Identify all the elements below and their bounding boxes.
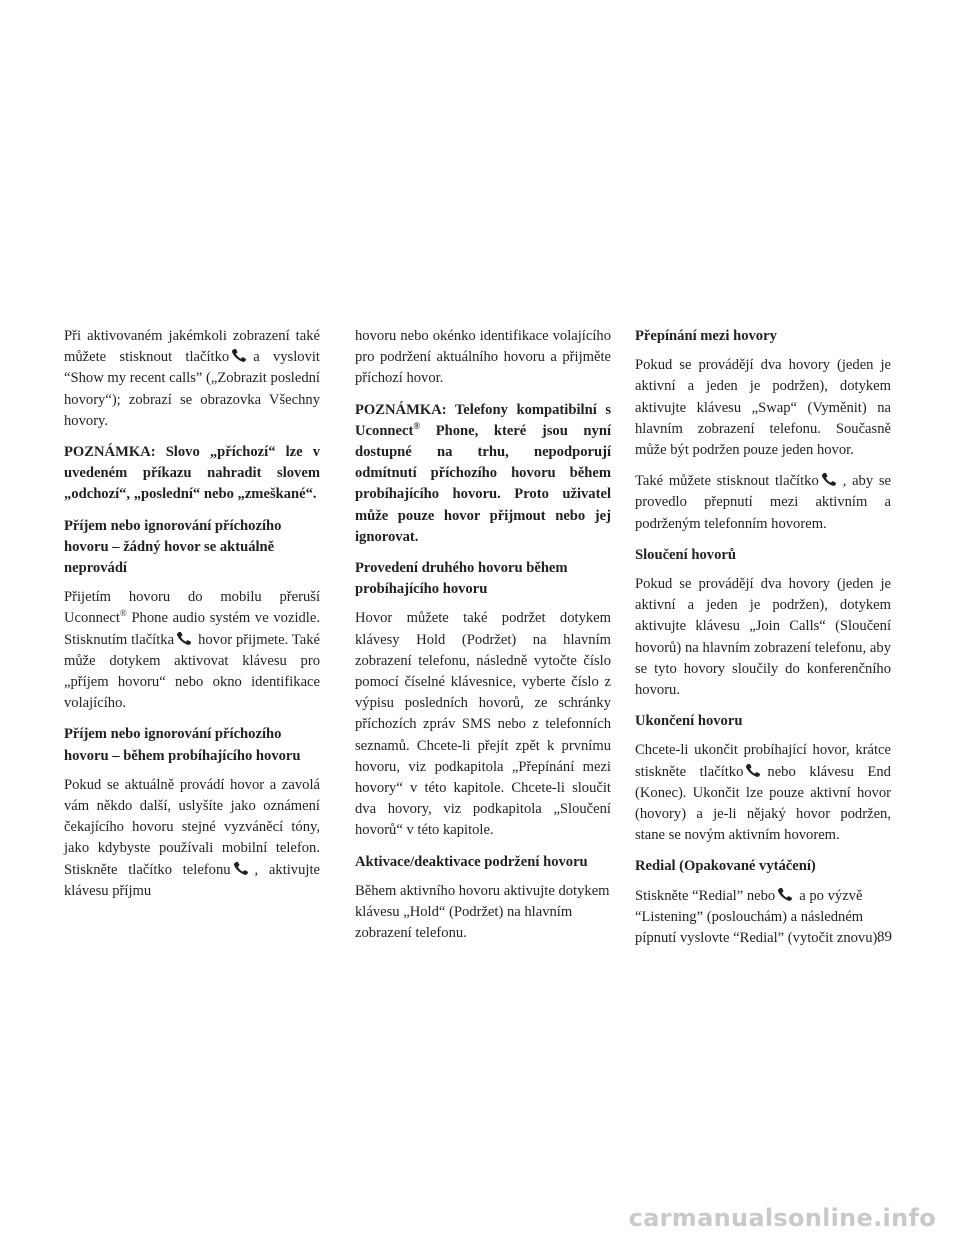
paragraph-answer-no-active-call: Přijetím hovoru do mobilu přeruší Uconnect® Phone audio systém ve vozidle. Stisknutím tlačítka hovor přijmete. Také může dotykem aktivovat klávesu pro „příjem hovoru“ nebo okno identifikace volajícího. bbox=[64, 589, 320, 712]
heading-join-calls: Sloučení hovorů bbox=[635, 546, 736, 563]
watermark: carmanualsonline.info bbox=[628, 1204, 936, 1232]
phone-handset-icon bbox=[821, 472, 841, 486]
column-right bbox=[635, 326, 891, 959]
column-middle bbox=[355, 326, 611, 954]
paragraph-swap-button: Také můžete stisknout tlačítko , aby se provedlo přepnutí mezi aktivním a podrženým telefonním hovorem. bbox=[635, 473, 891, 532]
paragraph-answer-during-call: Pokud se aktuálně provádí hovor a zavolá vám někdo další, uslyšíte jako oznámení čekajícího hovoru stejné vyzváněcí tóny, jako kdybyste používali mobilní telefon. Stiskněte tlačítko telefonu , aktivujte klávesu příjmu bbox=[64, 776, 320, 899]
heading-answer-no-active-call: Příjem nebo ignorování příchozího hovoru – žádný hovor se aktuálně neprovádí bbox=[64, 517, 282, 577]
phone-handset-icon bbox=[176, 631, 196, 645]
paragraph-swap-calls: Pokud se provádějí dva hovory (jeden je aktivní a jeden je podržen), dotykem aktivujte klávesu „Swap“ (Vyměnit) na hlavním zobrazení telefonu. Současně může být podržen pouze jeden hovor. bbox=[635, 357, 891, 459]
heading-hold-toggle: Aktivace/deaktivace podržení hovoru bbox=[355, 853, 588, 870]
note-compatible-phones: POZNÁMKA: Telefony kompatibilní s Uconnect® Phone, které jsou nyní dostupné na trhu, nepodporují odmítnutí příchozího hovoru během probíhajícího hovoru. Proto uživatel může pouze hovor přijmout nebo jej ignorovat. bbox=[355, 401, 611, 545]
paragraph-second-call: Hovor můžete také podržet dotykem klávesy Hold (Podržet) na hlavním zobrazení telefonu, následně vytočte číslo pomocí číselné klávesnice, vyberte číslo z výpisu posledních hovorů, ze schránky příchozích zpráv SMS nebo z telefonních seznamů. Chcete-li přejít zpět k prvnímu hovoru, viz podkapitola „Přepínání mezi hovory“ v této kapitole. Chcete-li sloučit dva hovory, viz podkapitola „Sloučení hovorů“ v této kapitole. bbox=[355, 610, 611, 839]
paragraph-redial: Stiskněte “Redial” nebo a po výzvě “Listening” (poslouchám) a následném pípnutí vyslovte “Redial” (vytočit znovu). bbox=[635, 887, 882, 947]
heading-redial: Redial (Opakované vytáčení) bbox=[635, 858, 816, 875]
paragraph-show-recent-calls: Při aktivovaném jakémkoli zobrazení také můžete stisknout tlačítko a vyslovit “Show my recent calls” („Zobrazit poslední hovory“); zobrazí se obrazovka Všechny hovory. bbox=[64, 328, 320, 429]
column-left bbox=[64, 326, 320, 912]
page-number: 89 bbox=[877, 929, 892, 945]
phone-handset-icon bbox=[777, 887, 797, 901]
paragraph-end-call: Chcete-li ukončit probíhající hovor, krátce stiskněte tlačítko nebo klávesu End (Konec). Ukončit lze pouze aktivní hovor (hovory) a je-li nějaký hovor podržen, stane se novým aktivním hovorem. bbox=[635, 742, 891, 844]
heading-swap-calls: Přepínání mezi hovory bbox=[635, 328, 777, 344]
heading-end-call: Ukončení hovoru bbox=[635, 713, 743, 730]
phone-handset-icon bbox=[231, 348, 251, 362]
paragraph-hold-toggle: Během aktivního hovoru aktivujte dotykem klávesu „Hold“ (Podržet) na hlavním zobrazení telefonu. bbox=[355, 882, 610, 942]
note-incoming-keyword: POZNÁMKA: Slovo „příchozí“ lze v uvedeném příkazu nahradit slovem „odchozí“, „poslední“ nebo „zmeškané“. bbox=[64, 444, 320, 503]
heading-answer-during-call: Příjem nebo ignorování příchozího hovoru – během probíhajícího hovoru bbox=[64, 726, 301, 764]
paragraph-hold-current-call: hovoru nebo okénko identifikace volajícího pro podržení aktuálního hovoru a přijměte příchozí hovor. bbox=[355, 328, 611, 387]
phone-handset-icon bbox=[745, 763, 765, 777]
phone-handset-icon bbox=[233, 861, 253, 875]
paragraph-join-calls: Pokud se provádějí dva hovory (jeden je aktivní a jeden je podržen), dotykem aktivujte klávesu „Join Calls“ (Sloučení hovorů) na hlavním zobrazení telefonu, aby se tyto hovory sloučily do konferenčního hovoru. bbox=[635, 576, 891, 699]
heading-second-call: Provedení druhého hovoru během probíhajícího hovoru bbox=[355, 560, 568, 598]
